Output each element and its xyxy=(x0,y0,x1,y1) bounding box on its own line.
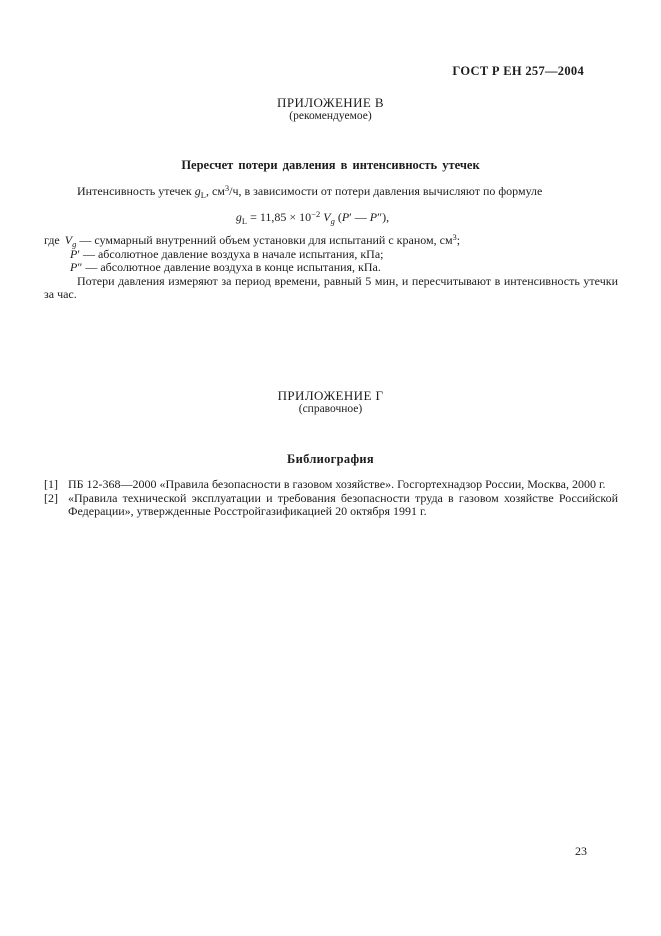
formula-p1-prime: ′ xyxy=(349,210,352,224)
def-v-dash: — xyxy=(76,233,95,247)
bibliography-entry xyxy=(44,478,618,492)
intro-paragraph xyxy=(44,185,618,199)
formula-p2-prime: ″ xyxy=(377,210,383,224)
appendix-g-header xyxy=(44,389,617,416)
def-p1-symbol: P xyxy=(70,246,78,261)
def-v-symbol: V xyxy=(64,233,73,247)
intro-text-2: , см xyxy=(205,184,225,198)
leak-rate-subscript: L xyxy=(200,190,206,200)
leak-rate-formula xyxy=(44,211,581,225)
def-v-text: суммарный внутренний объем установки для испытаний с краном, см xyxy=(94,233,453,247)
page-number: 23 xyxy=(575,844,587,858)
def-v-tail: ; xyxy=(456,233,461,247)
formula-close-paren: ), xyxy=(382,210,390,224)
reference-label: [2] xyxy=(44,490,58,505)
formula-p1-symbol: P xyxy=(341,210,350,224)
def-p2-text: абсолютное давление воздуха в конце испытания, кПа. xyxy=(100,260,381,274)
bibliography-heading: Библиография xyxy=(287,452,374,466)
def-p2-dash: — xyxy=(82,260,101,274)
appendix-g-type-note: (справочное) xyxy=(298,402,363,415)
leak-rate-symbol: g xyxy=(194,184,201,198)
intro-text-1: Интенсивность утечек xyxy=(77,184,195,198)
def-p1-dash: — xyxy=(79,246,98,261)
reference-text: «Правила технической эксплуатации и требования безопасности труда в газовом хозяйстве Российской Федерации», утвержденные Росстройгазификацией 20 октября 1991 г. xyxy=(68,490,618,518)
definition-pressure-start xyxy=(70,248,618,262)
appendix-b-title: ПРИЛОЖЕНИЕ В xyxy=(277,95,384,110)
where-label: где xyxy=(44,233,60,247)
formula-open-paren: ( xyxy=(334,210,342,224)
def-p1-text: абсолютное давление воздуха в начале испытания, кПа; xyxy=(97,246,384,261)
intro-superscript: 3 xyxy=(224,183,230,193)
appendix-b-type-note: (рекомендуемое) xyxy=(289,109,372,122)
def-p2-prime: ″ xyxy=(77,260,83,274)
def-p1-prime: ′ xyxy=(77,246,80,261)
formula-v-subscript-letter: g xyxy=(330,216,335,226)
def-v-superscript: 3 xyxy=(452,232,457,242)
definition-volume xyxy=(44,234,618,248)
def-v-subscript-letter: g xyxy=(72,239,77,249)
formula-g-symbol: g xyxy=(235,210,242,224)
bibliography-entry xyxy=(44,492,618,519)
formula-g-subscript: L xyxy=(241,216,248,226)
appendix-g-title: ПРИЛОЖЕНИЕ Г xyxy=(277,388,384,403)
formula-coefficient: = 11,85 × 10 xyxy=(247,210,312,224)
reference-text: ПБ 12-368—2000 «Правила безопасности в газовом хозяйстве». Госгортехнадзор России, Москва, 2000 г. xyxy=(68,477,606,491)
reference-label: [1] xyxy=(44,477,58,491)
appendix-b-section-heading: Пересчет потери давления в интенсивность утечек xyxy=(181,158,480,172)
formula-exponent: −2 xyxy=(311,209,321,219)
formula-minus: — xyxy=(351,210,370,224)
bibliography-list xyxy=(44,478,618,519)
formula-v-symbol: V xyxy=(323,210,331,224)
intro-text-3: /ч, в зависимости от потери давления вычисляют по формуле xyxy=(229,184,543,198)
def-p2-symbol: P xyxy=(70,260,78,274)
formula-p2-symbol: P xyxy=(369,210,378,224)
definition-pressure-end xyxy=(70,261,618,275)
formula-definitions xyxy=(44,234,618,275)
appendix-b-header xyxy=(44,96,617,123)
measurement-note-paragraph: Потери давления измеряют за период времени, равный 5 мин, и пересчитывают в интенсивность утечки за час. xyxy=(44,274,618,301)
document-code-header: ГОСТ Р ЕН 257—2004 xyxy=(452,64,584,78)
